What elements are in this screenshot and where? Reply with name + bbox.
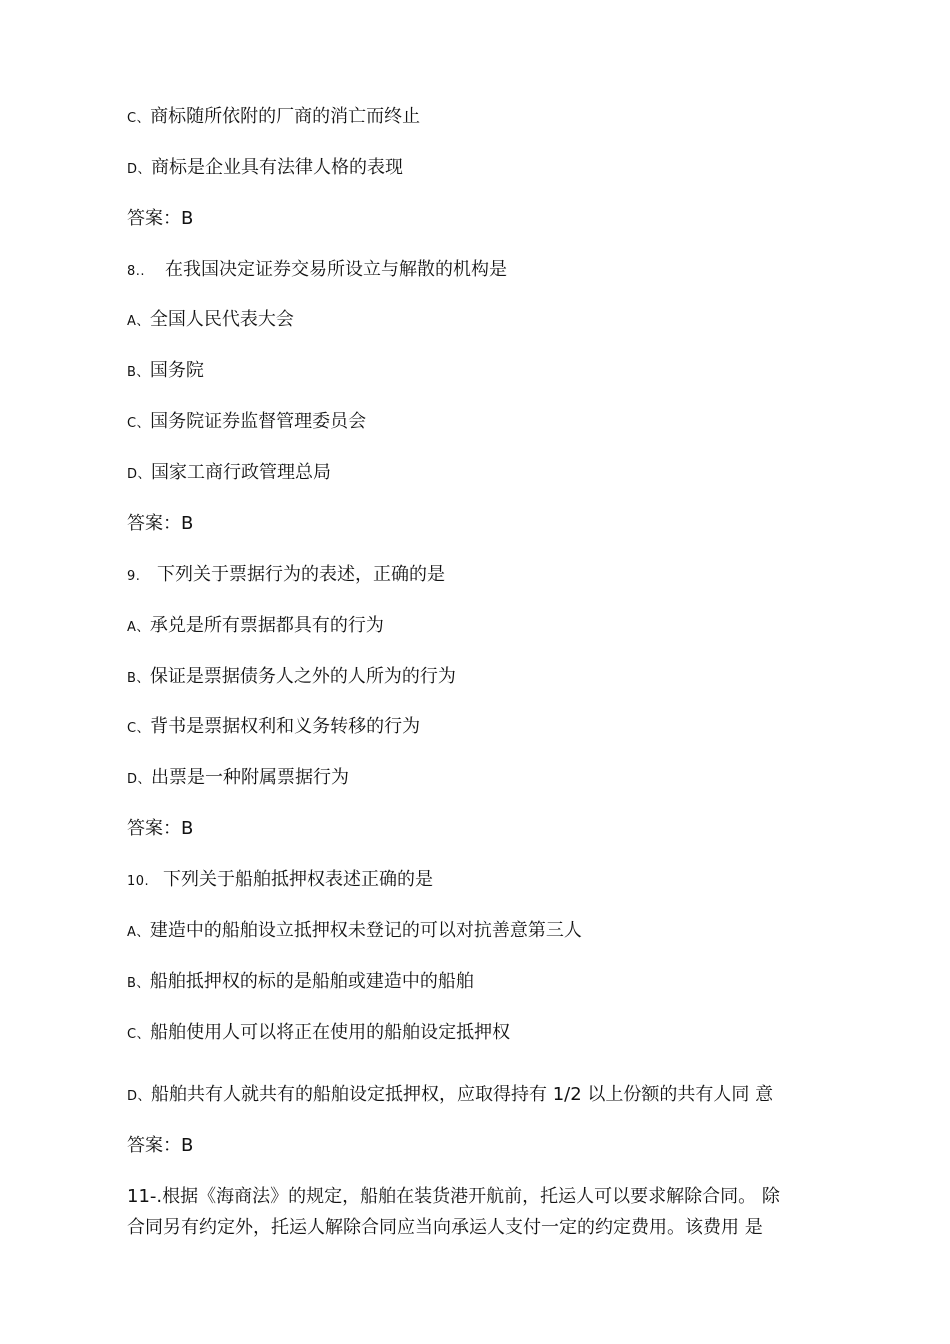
question-text: 在我国决定证券交易所设立与解散的机构是 <box>165 259 507 280</box>
option-d-q9 <box>127 766 349 792</box>
question-number: 8.. <box>127 264 146 279</box>
answer-text: 答案：B <box>127 208 194 229</box>
option-marker: C、 <box>127 721 151 736</box>
option-text: 国家工商行政管理总局 <box>151 462 332 483</box>
question-text: 11-.根据《海商法》的规定，船舶在装货港开航前，托运人可以要求解除合同。 除 <box>127 1186 780 1207</box>
option-text: 船舶抵押权的标的是船舶或建造中的船舶 <box>149 971 474 992</box>
option-c-q10 <box>127 1021 510 1047</box>
answer-q9 <box>127 817 193 841</box>
option-c-q8 <box>127 410 366 436</box>
question-11-line-2 <box>127 1216 763 1240</box>
answer-q10 <box>127 1134 193 1158</box>
option-text: 船舶共有人就共有的船舶设定抵押权，应取得持有 1/2 以上份额的共有人同 意 <box>151 1084 774 1105</box>
option-d-q7 <box>127 156 403 182</box>
answer-text: 答案：B <box>127 513 194 534</box>
option-text: 建造中的船舶设立抵押权未登记的可以对抗善意第三人 <box>149 920 582 941</box>
option-marker: D、 <box>127 162 152 177</box>
option-marker: A、 <box>127 925 150 940</box>
option-text: 国务院证券监督管理委员会 <box>150 411 367 432</box>
option-text: 背书是票据权利和义务转移的行为 <box>150 716 421 737</box>
option-text: 国务院 <box>149 360 204 381</box>
option-a-q9 <box>127 614 384 640</box>
question-10 <box>127 868 433 894</box>
option-marker: D、 <box>127 467 152 482</box>
option-marker: D、 <box>127 1089 152 1104</box>
question-text: 合同另有约定外，托运人解除合同应当向承运人支付一定的约定费用。该费用 是 <box>127 1217 763 1238</box>
answer-q8 <box>127 512 193 536</box>
option-b-q10 <box>127 970 474 996</box>
option-text: 保证是票据债务人之外的人所为的行为 <box>149 666 456 687</box>
option-marker: C、 <box>127 1027 151 1042</box>
option-c-q7 <box>127 105 420 131</box>
option-c-q9 <box>127 715 420 741</box>
question-text: 下列关于票据行为的表述，正确的是 <box>157 564 445 585</box>
option-a-q8 <box>127 308 294 334</box>
question-text: 下列关于船舶抵押权表述正确的是 <box>163 869 433 890</box>
option-text: 船舶使用人可以将正在使用的船舶设定抵押权 <box>150 1022 511 1043</box>
option-marker: A、 <box>127 620 150 635</box>
answer-text: 答案：B <box>127 818 194 839</box>
option-marker: B、 <box>127 976 150 991</box>
option-marker: B、 <box>127 671 150 686</box>
option-a-q10 <box>127 919 582 945</box>
option-marker: C、 <box>127 416 151 431</box>
option-marker: C、 <box>127 111 151 126</box>
option-marker: D、 <box>127 772 152 787</box>
answer-q7 <box>127 207 193 231</box>
option-text: 出票是一种附属票据行为 <box>151 767 350 788</box>
answer-text: 答案：B <box>127 1135 194 1156</box>
option-text: 承兑是所有票据都具有的行为 <box>149 615 384 636</box>
option-text: 商标随所依附的厂商的消亡而终止 <box>150 106 421 127</box>
question-number: 10. <box>127 874 150 889</box>
option-d-q8 <box>127 461 331 487</box>
option-b-q9 <box>127 665 456 691</box>
question-number: 9. <box>127 569 141 584</box>
option-b-q8 <box>127 359 204 385</box>
question-8 <box>127 258 507 284</box>
option-text: 商标是企业具有法律人格的表现 <box>151 157 404 178</box>
question-9 <box>127 563 445 589</box>
option-d-q10 <box>127 1083 773 1109</box>
option-text: 全国人民代表大会 <box>149 309 294 330</box>
option-marker: B、 <box>127 365 150 380</box>
option-marker: A、 <box>127 314 150 329</box>
question-11-line-1 <box>127 1185 780 1209</box>
